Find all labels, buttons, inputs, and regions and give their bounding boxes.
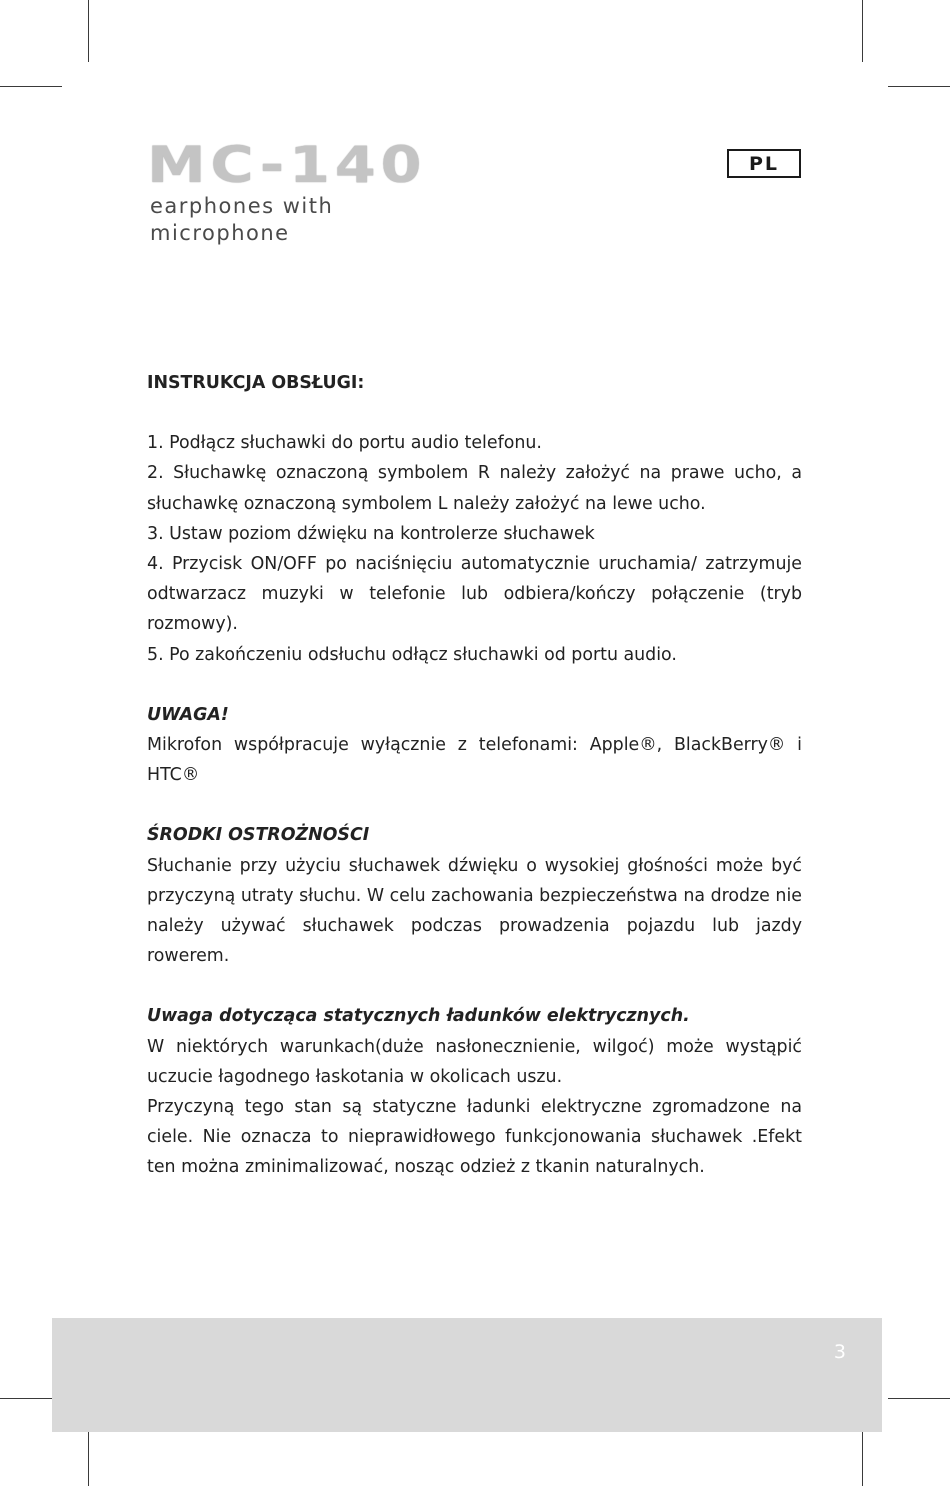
instructions-heading: INSTRUKCJA OBSŁUGI: (147, 373, 365, 393)
instruction-step-4: 4. Przycisk ON/OFF po naciśnięciu automatycznie uruchamia/ zatrzymuje odtwarzacz muzyki w telefonie lub odbiera/kończy połączenie (tryb rozmowy). (147, 554, 802, 635)
product-subtitle (150, 193, 470, 247)
crop-mark-bottom-right-horizontal (888, 1398, 950, 1399)
precautions-text: Słuchanie przy użyciu słuchawek dźwięku o wysokiej głośności może być przyczyną utraty słuchu. W celu zachowania bezpieczeństwa na drodze nie należy używać słuchawek podczas prowadzenia pojazdu lub jazdy rowerem. (147, 855, 802, 967)
instruction-step-3: 3. Ustaw poziom dźwięku na kontrolerze słuchawek (147, 523, 595, 544)
product-model-title: MC-140 (147, 136, 427, 194)
language-badge: PL (727, 149, 801, 178)
precautions-heading: ŚRODKI OSTROŻNOŚCI (147, 825, 370, 846)
product-subtitle-line-1: earphones with (150, 194, 334, 218)
static-note-paragraph-2: Przyczyną tego stan są statyczne ładunki elektryczne zgromadzone na ciele. Nie oznacza to nieprawidłowego funkcjonowania słuchawek .Efekt ten można zminimalizować, nosząc odzież z tkanin naturalnych. (147, 1097, 802, 1178)
manual-content (147, 368, 802, 1183)
instruction-step-1: 1. Podłącz słuchawki do portu audio telefonu. (147, 433, 542, 454)
warning-text: Mikrofon współpracuje wyłącznie z telefonami: Apple®, BlackBerry® i HTC® (147, 735, 802, 786)
warning-heading: UWAGA! (147, 704, 229, 725)
crop-mark-top-right-horizontal (888, 86, 950, 87)
static-note-paragraph-1: W niektórych warunkach(duże nasłonecznienie, wilgoć) może wystąpić uczucie łagodnego łaskotania w okolicach uszu. (147, 1036, 802, 1087)
footer-band (52, 1318, 882, 1432)
instruction-step-2: 2. Słuchawkę oznaczoną symbolem R należy założyć na prawe ucho, a słuchawkę oznaczoną symbolem L należy założyć na lewe ucho. (147, 463, 802, 514)
static-note-heading: Uwaga dotycząca statycznych ładunków elektrycznych. (147, 1006, 690, 1027)
instruction-step-5: 5. Po zakończeniu odsłuchu odłącz słuchawki od portu audio. (147, 644, 677, 665)
crop-mark-top-right-vertical (862, 0, 863, 62)
product-subtitle-line-2: microphone (150, 221, 290, 245)
page-number: 3 (833, 1341, 846, 1363)
crop-mark-bottom-right-vertical (862, 1424, 863, 1486)
crop-mark-top-left-horizontal (0, 86, 62, 87)
crop-mark-top-left-vertical (88, 0, 89, 62)
crop-mark-bottom-left-vertical (88, 1424, 89, 1486)
